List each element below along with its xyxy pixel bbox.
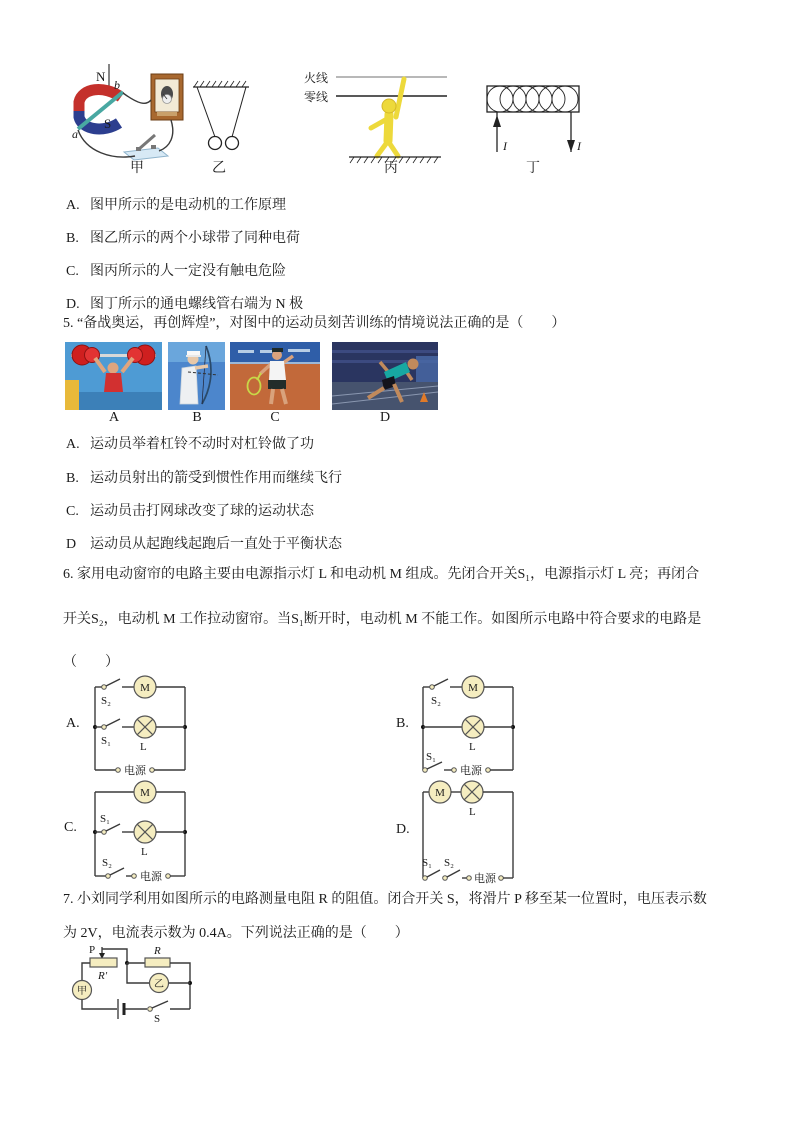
option-text: 运动员击打网球改变了球的运动状态 — [90, 504, 314, 519]
circuit-option-a — [90, 666, 190, 778]
photo-archery — [168, 342, 225, 410]
switch-s2-icon — [443, 876, 448, 881]
q7-stem-line1: 7. 小刘同学利用如图所示的电路测量电阻 R 的阻值。闭合开关 S，将滑片 P 移至某一位置时，电压表示数 — [63, 892, 707, 907]
figure-generator-experiment — [72, 64, 183, 176]
switch-s2-label: S₂ — [101, 695, 111, 707]
photo-weightlifting — [65, 342, 162, 410]
lamp-label: L — [469, 806, 476, 818]
photo-c-label: C — [270, 410, 280, 425]
figure-jia-label: 甲 — [130, 161, 144, 176]
circuit-option-c — [90, 776, 190, 888]
q5-option-d — [66, 536, 342, 553]
rheostat-icon — [90, 958, 117, 967]
q4-option-d — [66, 296, 303, 313]
current-down-arrow — [567, 140, 575, 152]
battery-label: 电源 — [124, 765, 146, 777]
meter-jia-label: 甲 — [77, 986, 87, 997]
figure-electric-safety — [304, 70, 447, 176]
switch-s2-icon — [106, 874, 111, 879]
ball-right — [226, 137, 239, 150]
pole-n-label: N — [96, 69, 106, 84]
lamp-label: L — [469, 741, 476, 753]
circuit-c-key: C. — [64, 820, 77, 835]
photo-sprinting — [332, 342, 438, 410]
q6-stem-line2: 开关S₂，电动机 M 工作拉动窗帘。当S₁断开时，电动机 M 不能工作。如图所示电路中符合要求的电路是 — [63, 612, 702, 627]
switch-s2-label: S₂ — [444, 857, 454, 869]
meter-yi-label: 乙 — [154, 979, 164, 990]
circuit-b-key: B. — [396, 716, 409, 731]
q6-stem-line1: 6. 家用电动窗帘的电路主要由电源指示灯 L 和电动机 M 组成。先闭合开关S₁，电源指示灯 L 亮；再闭合 — [63, 567, 700, 582]
live-wire-label: 火线 — [304, 71, 329, 85]
q4-option-b — [66, 230, 300, 247]
option-text: 运动员举着杠铃不动时对杠铃做了功 — [90, 437, 314, 452]
circuit-a-key: A. — [66, 716, 80, 731]
switch-s1-label: S₁ — [426, 751, 436, 763]
neutral-wire-label: 零线 — [304, 90, 329, 104]
motor-label: M — [140, 682, 150, 694]
switch-s1-icon — [423, 768, 428, 773]
figure-charged-balls — [193, 81, 249, 176]
resistor-label: R — [154, 945, 161, 957]
option-text: 运动员从起跑线起跑后一直处于平衡状态 — [90, 537, 342, 552]
photo-b-label: B — [192, 410, 202, 425]
point-b-label: b — [114, 78, 120, 92]
q5-option-c — [66, 503, 314, 520]
switch-s1-icon — [102, 830, 107, 835]
figure-solenoid — [487, 86, 582, 176]
option-text: 图乙所示的两个小球带了同种电荷 — [90, 231, 300, 246]
option-text: 图丙所示的人一定没有触电危险 — [90, 264, 286, 279]
switch-s2-icon — [102, 685, 107, 690]
lamp-label: L — [140, 741, 147, 753]
photo-a-label: A — [108, 410, 120, 425]
switch-s-label: S — [154, 1013, 161, 1025]
resistor-icon — [145, 958, 170, 967]
lamp-label: L — [141, 846, 148, 858]
current-left-label: I — [503, 139, 507, 153]
circuit-option-d — [418, 776, 518, 888]
option-key: B. — [66, 231, 79, 246]
switch-s1-icon — [102, 725, 107, 730]
q5-stem: 5. “备战奥运，再创辉煌”，对图中的运动员刻苦训练的情境说法正确的是（ ） — [63, 316, 566, 331]
motor-label: M — [435, 787, 445, 799]
motor-label: M — [468, 682, 478, 694]
q5-option-a — [66, 436, 314, 453]
option-text: 运动员射出的箭受到惯性作用而继续飞行 — [90, 471, 342, 486]
photo-d-label: D — [379, 410, 391, 425]
option-key: A. — [66, 437, 80, 452]
q4-option-c — [66, 263, 286, 280]
q7-measurement-circuit — [62, 942, 242, 1034]
switch-s1-icon — [423, 876, 428, 881]
current-up-arrow — [493, 115, 501, 127]
battery-label: 电源 — [460, 765, 482, 777]
switch-s1-label: S₁ — [101, 735, 111, 747]
motor-label: M — [140, 787, 150, 799]
ball-left — [209, 137, 222, 150]
option-key: B. — [66, 471, 79, 486]
q7-stem-line2: 为 2V，电流表示数为 0.4A。下列说法正确的是（ ） — [63, 926, 409, 941]
rheostat-label: R′ — [98, 970, 108, 982]
option-key: C. — [66, 504, 79, 519]
option-key: D. — [66, 297, 80, 312]
switch-s-icon — [148, 1007, 153, 1012]
figure-yi-label: 乙 — [212, 161, 226, 176]
switch-s1-label: S₁ — [422, 857, 432, 869]
figure-bing-label: 丙 — [384, 161, 398, 176]
q4-option-a — [66, 197, 286, 214]
option-key: C. — [66, 264, 79, 279]
point-a-label: a — [72, 127, 78, 141]
switch-s2-label: S₂ — [102, 857, 112, 869]
q4-figure-row — [60, 62, 740, 180]
switch-s1-label: S₁ — [100, 813, 110, 825]
option-key: D — [66, 537, 77, 552]
circuit-option-b — [418, 666, 518, 778]
option-text: 图丁所示的通电螺线管右端为 N 极 — [90, 297, 304, 312]
q6-stem-line3: （ ） — [63, 655, 119, 670]
switch-s2-label: S₂ — [431, 695, 441, 707]
figure-ding-label: 丁 — [526, 161, 540, 176]
battery-label: 电源 — [474, 873, 496, 885]
photo-tennis — [230, 342, 320, 410]
person-silhouette — [371, 79, 404, 156]
current-right-label: I — [577, 139, 581, 153]
slider-p-label: P — [89, 944, 96, 956]
switch-s2-icon — [430, 685, 435, 690]
option-key: A. — [66, 198, 80, 213]
pole-s-label: S — [104, 116, 112, 131]
circuit-d-key: D. — [396, 822, 410, 837]
battery-label: 电源 — [140, 871, 162, 883]
option-text: 图甲所示的是电动机的工作原理 — [90, 198, 286, 213]
q5-option-b — [66, 470, 342, 487]
